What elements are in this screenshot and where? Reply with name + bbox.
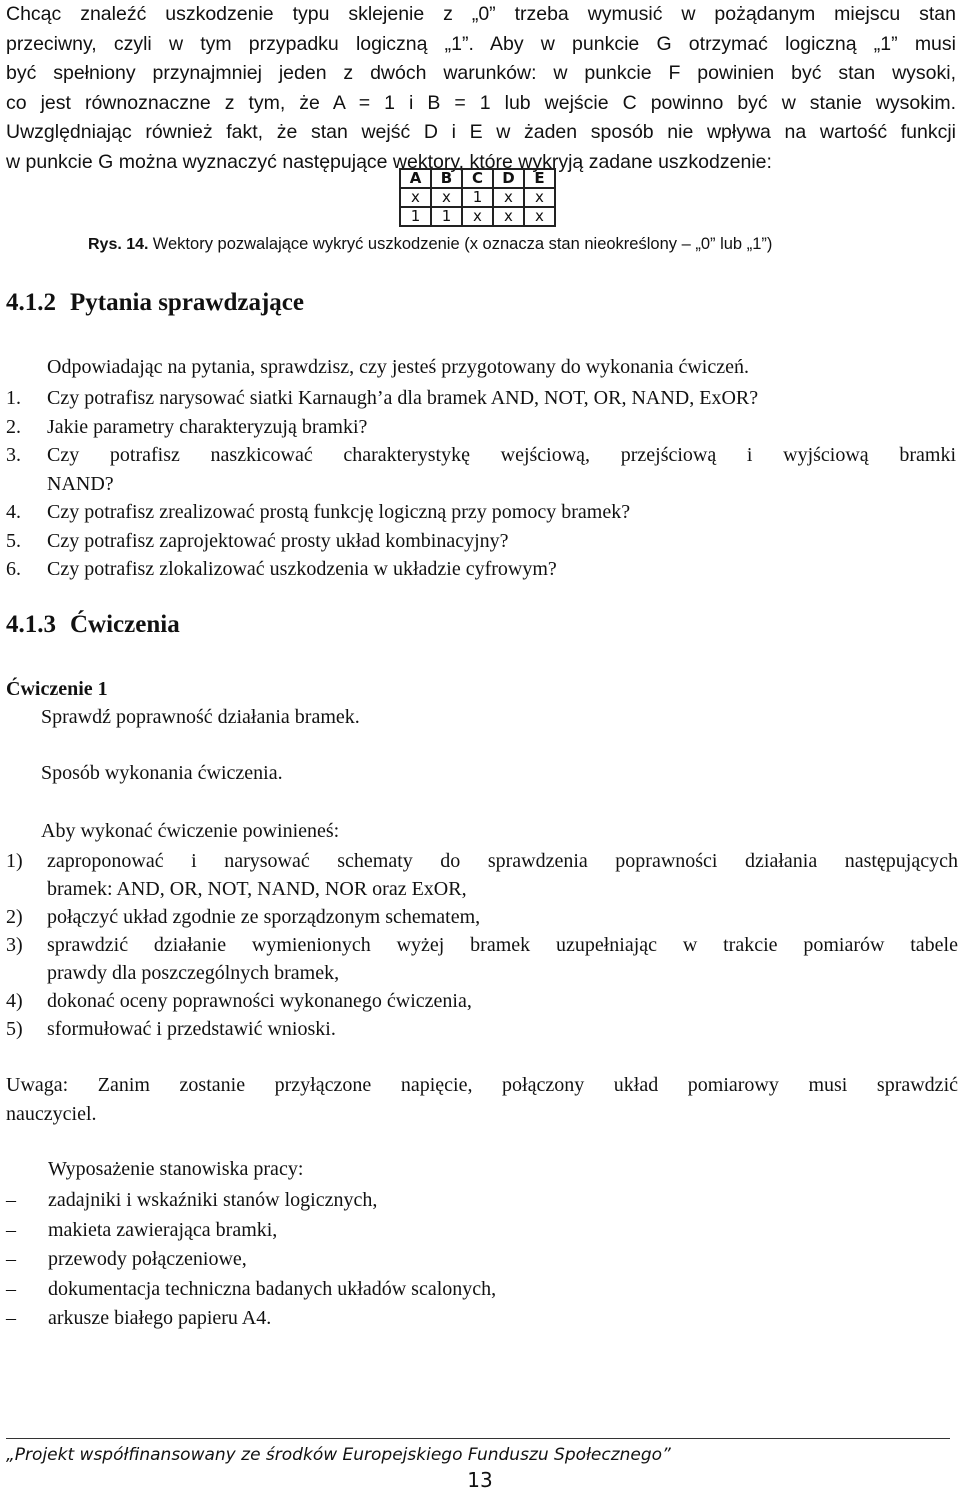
section-number: 4.1.2 <box>6 289 56 316</box>
step-line: bramek: AND, OR, NOT, NAND, NOR oraz ExOR, <box>47 878 467 900</box>
step-text <box>47 847 958 903</box>
question-text: Czy potrafisz narysować siatki Karnaugh’a dla bramek AND, NOT, OR, NAND, ExOR? <box>47 387 759 409</box>
section-title: Pytania sprawdzające <box>70 289 304 316</box>
section-title: Ćwiczenia <box>70 611 180 638</box>
list-item <box>6 498 956 527</box>
question-text: Czy potrafisz zrealizować prostą funkcję logiczną przy pomocy bramek? <box>47 501 631 523</box>
list-item <box>6 903 958 931</box>
step-number: 5) <box>6 1018 23 1040</box>
question-number: 6. <box>6 558 21 580</box>
table-cell: 1 <box>431 207 462 226</box>
list-item <box>6 441 956 498</box>
table-row <box>400 207 555 226</box>
figure-caption <box>88 234 772 254</box>
caption-text: Wektory pozwalające wykryć uszkodzenie (x oznacza stan nieokreślony – „0” lub „1”) <box>152 235 773 253</box>
table-header-cell: C <box>462 169 493 188</box>
questions-list <box>6 384 956 584</box>
steps-intro: Aby wykonać ćwiczenie powinieneś: <box>41 820 340 842</box>
list-item <box>6 1304 496 1334</box>
question-number: 4. <box>6 501 21 523</box>
intro-line: co jest równoznaczne z tym, że A = 1 i B = 1 lub wejście C powinno być w stanie wysokim. <box>6 91 956 114</box>
table-cell: x <box>431 188 462 207</box>
list-item <box>6 413 956 442</box>
list-item <box>6 1245 496 1275</box>
dash-bullet: – <box>6 1248 16 1270</box>
table-header-cell: D <box>493 169 524 188</box>
intro-line: być spełniony przynajmniej jeden z dwóch warunków: w punkcie F powinien być stan wysoki, <box>6 62 956 84</box>
question-text: Jakie parametry charakteryzują bramki? <box>47 415 368 438</box>
dash-bullet: – <box>6 1189 16 1211</box>
step-line: prawdy dla poszczególnych bramek, <box>47 962 340 984</box>
note-line: Uwaga: Zanim zostanie przyłączone napięcie, połączony układ pomiarowy musi sprawdzić <box>6 1074 958 1096</box>
step-line: sformułować i przedstawić wnioski. <box>47 1018 336 1040</box>
exercise-description: Sprawdź poprawność działania bramek. <box>41 706 360 728</box>
list-item <box>6 527 956 556</box>
list-item <box>6 847 958 903</box>
intro-line: Chcąc znaleźć uszkodzenie typu sklejenie z „0” trzeba wymusić w pożądanym miejscu stan <box>6 3 956 25</box>
exercise-title: Ćwiczenie 1 <box>6 678 108 700</box>
table-cell: x <box>493 207 524 226</box>
dash-bullet: – <box>6 1277 16 1300</box>
step-number: 4) <box>6 990 23 1012</box>
note-line: nauczyciel. <box>6 1103 97 1125</box>
intro-paragraph <box>6 0 956 177</box>
table-cell: x <box>524 207 555 226</box>
step-number: 3) <box>6 934 23 956</box>
list-item <box>6 384 956 413</box>
question-number: 3. <box>6 444 21 466</box>
dash-bullet: – <box>6 1307 16 1329</box>
list-item <box>6 1216 496 1246</box>
safety-note <box>6 1071 958 1129</box>
step-number: 2) <box>6 906 23 928</box>
question-text: Czy potrafisz naszkicować charakterystykę wejściową, przejściową i wyjściową bramki <box>47 444 956 466</box>
step-number: 1) <box>6 850 23 872</box>
table-cell: 1 <box>400 207 431 226</box>
table-cell: x <box>524 188 555 207</box>
caption-label: Rys. 14. <box>88 236 149 253</box>
list-item <box>6 555 956 584</box>
exercise-method-heading: Sposób wykonania ćwiczenia. <box>41 762 283 784</box>
list-item <box>6 1186 496 1216</box>
page-number: 13 <box>467 1468 493 1492</box>
equipment-list <box>6 1186 496 1334</box>
list-item <box>6 1015 958 1043</box>
list-item <box>6 1275 496 1305</box>
equipment-item: przewody połączeniowe, <box>48 1248 247 1270</box>
section-heading-exercises <box>6 611 180 639</box>
table-header-cell: B <box>431 169 462 188</box>
equipment-intro: Wyposażenie stanowiska pracy: <box>48 1158 304 1180</box>
steps-list <box>6 847 958 1043</box>
step-line: dokonać oceny poprawności wykonanego ćwiczenia, <box>47 990 472 1012</box>
step-line: połączyć układ zgodnie ze sporządzonym schematem, <box>47 906 481 928</box>
equipment-item: dokumentacja techniczna badanych układów scalonych, <box>48 1277 497 1300</box>
equipment-item: makieta zawierająca bramki, <box>48 1218 278 1241</box>
dash-bullet: – <box>6 1218 16 1241</box>
list-item <box>6 931 958 987</box>
questions-intro: Odpowiadając na pytania, sprawdzisz, czy jesteś przygotowany do wykonania ćwiczeń. <box>47 356 749 378</box>
step-line: sprawdzić działanie wymienionych wyżej bramek uzupełniając w trakcie pomiarów tabele <box>47 934 958 956</box>
footer-text: „Projekt współfinansowany ze środków Europejskiego Funduszu Społecznego” <box>6 1445 671 1465</box>
table-cell: 1 <box>462 188 493 207</box>
footer-divider <box>6 1438 950 1439</box>
question-number: 5. <box>6 529 21 552</box>
test-vectors-table <box>399 168 556 227</box>
table-cell: x <box>462 207 493 226</box>
question-number: 1. <box>6 387 21 409</box>
table-header-cell: A <box>400 169 431 188</box>
question-text: Czy potrafisz zaprojektować prosty układ kombinacyjny? <box>47 529 509 552</box>
table-cell: x <box>493 188 524 207</box>
section-heading-questions <box>6 289 304 317</box>
question-text-cont: NAND? <box>47 472 114 495</box>
question-number: 2. <box>6 415 21 438</box>
list-item <box>6 987 958 1015</box>
intro-line: Uwzględniając również fakt, że stan wejść D i E w żaden sposób nie wpływa na wartość funkcji <box>6 121 956 143</box>
table-header-row <box>400 169 555 188</box>
equipment-item: arkusze białego papieru A4. <box>48 1307 272 1329</box>
equipment-item: zadajniki i wskaźniki stanów logicznych, <box>48 1189 378 1211</box>
question-text: Czy potrafisz zlokalizować uszkodzenia w układzie cyfrowym? <box>47 558 557 580</box>
table-header-cell: E <box>524 169 555 188</box>
intro-line: przeciwny, czyli w tym przypadku logiczną „1”. Aby w punkcie G otrzymać logiczną „1” musi <box>6 32 956 55</box>
step-text <box>47 931 958 987</box>
question-text-group <box>47 441 956 498</box>
table-cell: x <box>400 188 431 207</box>
intro-line: w punkcie G można wyznaczyć następujące wektory, które wykryją zadane uszkodzenie: <box>6 150 772 173</box>
step-line: zaproponować i narysować schematy do sprawdzenia poprawności działania następujących <box>47 850 958 872</box>
section-number: 4.1.3 <box>6 611 56 638</box>
table-row <box>400 188 555 207</box>
